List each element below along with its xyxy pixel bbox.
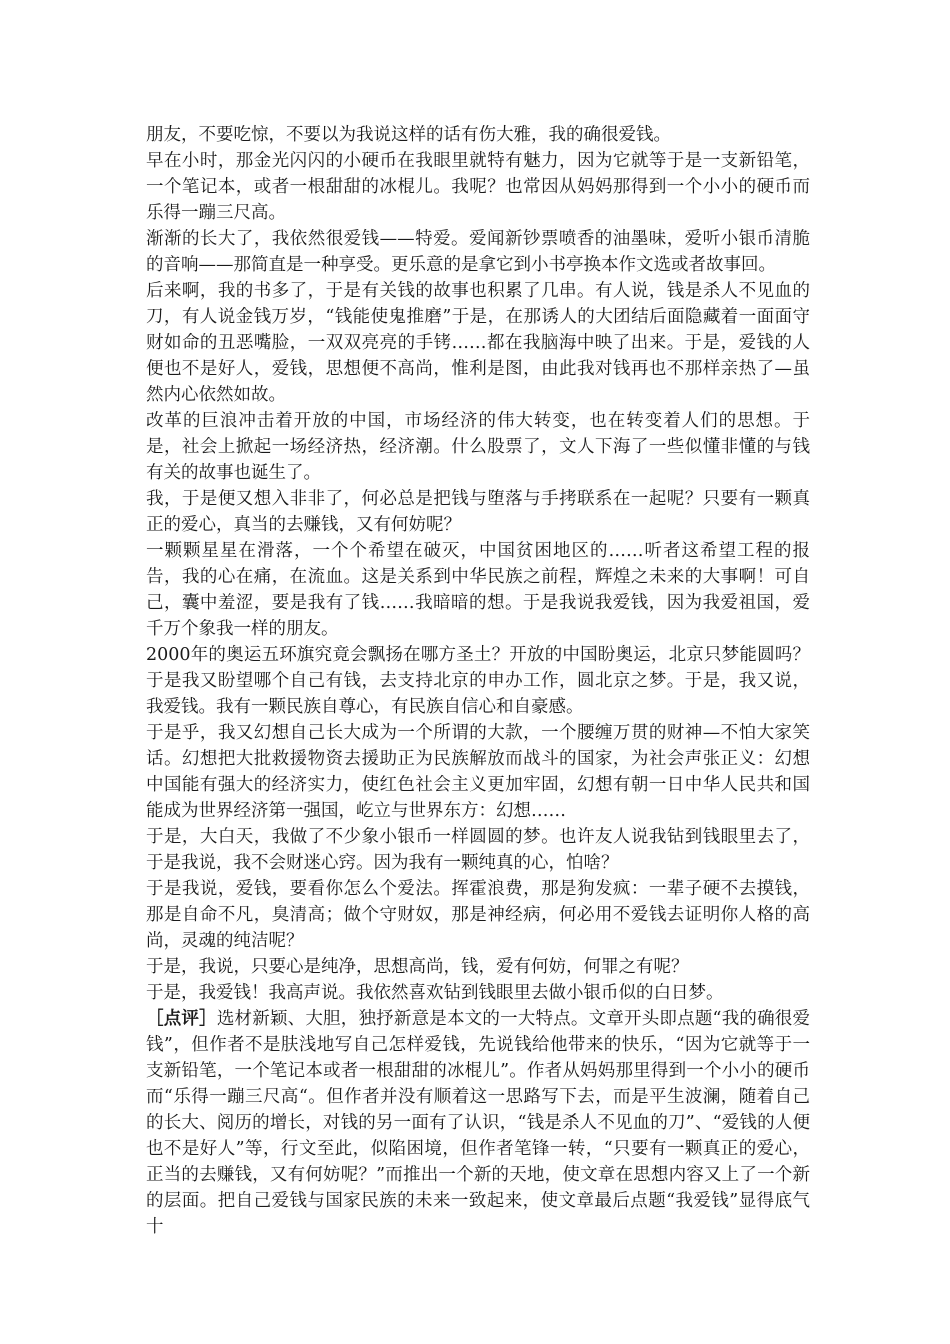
paragraph-4: 后来啊，我的书多了，于是有关钱的故事也积累了几串。有人说，钱是杀人不见血的刀，有人说金钱万岁，“钱能使鬼推磨”于是，在那诱人的大团结后面隐藏着一面面守财如命的丑恶嘴脸，一双双亮亮的手铐……都在我脑海中映了出来。于是，爱钱的人便也不是好人，爱钱，思想便不高尚，惟利是图，由此我对钱再也不那样亲热了—虽然内心依然如故。	[146, 281, 810, 405]
commentary	[146, 1006, 810, 1240]
commentary-text: 选材新颖、大胆，独抒新意是本文的一大特点。文章开头即点题“我的确很爱钱”，但作者不是肤浅地写自己怎样爱钱，先说钱给他带来的快乐，“因为它就等于一支新铅笔，一个笔记本或者一根甜甜的冰棍儿”。作者从妈妈那里得到一个小小的硬币而“乐得一蹦三尺高“。但作者并没有顺着这一思路写下去，而是平生波澜，随着自己的长大、阅历的增长，对钱的另一面有了认识，“钱是杀人不见血的刀”、“爱钱的人便也不是好人”等，行文至此，似陷困境，但作者笔锋一转，“只要有一颗真正的爱心，正当的去赚钱，又有何妨呢？”而推出一个新的天地，使文章在思想内容又上了一个新的层面。把自己爱钱与国家民族的未来一致起来，使文章最后点题“我爱钱”显得底气十	[146, 1009, 811, 1237]
paragraph-7: 一颗颗星星在滑落，一个个希望在破灭，中国贫困地区的……听者这希望工程的报告，我的心在痛，在流血。这是关系到中华民族之前程，辉煌之未来的大事啊！可自己，囊中羞涩，要是我有了钱……我暗暗的想。于是我说我爱钱，因为我爱祖国，爱千万个象我一样的朋友。	[146, 541, 810, 639]
paragraph-2: 早在小时，那金光闪闪的小硬币在我眼里就特有魅力，因为它就等于是一支新铅笔，一个笔记本，或者一根甜甜的冰棍儿。我呢？也常因从妈妈那得到一个小小的硬币而乐得一蹦三尺高。	[146, 151, 810, 223]
commentary-label: ［点评］	[146, 1009, 217, 1029]
paragraph-10: 于是，大白天，我做了不少象小银币一样圆圆的梦。也许友人说我钻到钱眼里去了，于是我说，我不会财迷心窍。因为我有一颗纯真的心，怕啥？	[146, 827, 810, 873]
paragraph-12: 于是，我说，只要心是纯净，思想高尚，钱，爱有何妨，何罪之有呢？	[146, 957, 689, 977]
paragraph-1: 朋友，不要吃惊，不要以为我说这样的话有伤大雅，我的确很爱钱。	[146, 125, 671, 145]
paragraph-3: 渐渐的长大了，我依然很爱钱——特爱。爱闻新钞票喷香的油墨味，爱听小银币清脆的音响——那简直是一种享受。更乐意的是拿它到小书亭换本作文选或者故事回。	[146, 229, 810, 275]
document-body	[146, 122, 810, 1240]
paragraph-9: 于是乎，我又幻想自己长大成为一个所谓的大款，一个腰缠万贯的财神—不怕大家笑话。幻想把大批救援物资去援助正为民族解放而战斗的国家，为社会声张正义：幻想中国能有强大的经济实力，使红色社会主义更加牢固，幻想有朝一日中华人民共和国能成为世界经济第一强国，屹立与世界东方：幻想……	[146, 723, 810, 821]
paragraph-8: 2000年的奥运五环旗究竟会飘扬在哪方圣土？开放的中国盼奥运，北京只梦能圆吗？于是我又盼望哪个自己有钱，去支持北京的申办工作，圆北京之梦。于是，我又说，我爱钱。我有一颗民族自尊心，有民族自信心和自豪感。	[146, 645, 810, 717]
paragraph-6: 我，于是便又想入非非了，何必总是把钱与堕落与手拷联系在一起呢？只要有一颗真正的爱心，真当的去赚钱，又有何妨呢？	[146, 489, 810, 535]
paragraph-11: 于是我说，爱钱，要看你怎么个爱法。挥霍浪费，那是狗发疯：一辈子硬不去摸钱，那是自命不凡，臭清高；做个守财奴，那是神经病，何必用不爱钱去证明你人格的高尚，灵魂的纯洁呢？	[146, 879, 810, 951]
paragraph-13: 于是，我爱钱！我高声说。我依然喜欢钻到钱眼里去做小银币似的白日梦。	[146, 983, 724, 1003]
paragraph-5: 改革的巨浪冲击着开放的中国，市场经济的伟大转变，也在转变着人们的思想。于是，社会上掀起一场经济热，经济潮。什么股票了，文人下海了一些似懂非懂的与钱有关的故事也诞生了。	[146, 411, 810, 483]
